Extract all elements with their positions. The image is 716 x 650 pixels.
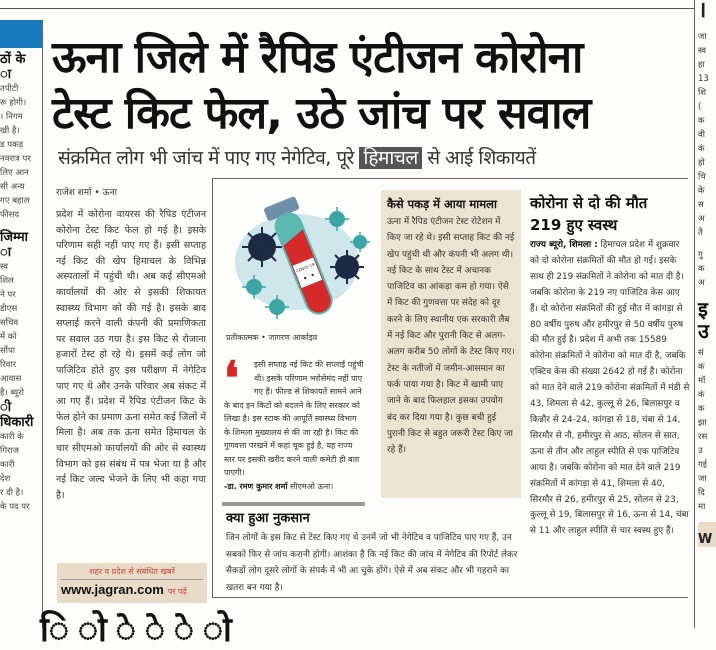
corona-story-body <box>530 238 690 540</box>
headline <box>52 30 692 142</box>
subheadline-highlight: हिमाचल <box>359 147 421 169</box>
right-text-line: स <box>698 200 704 210</box>
left-text-line: में को <box>0 332 17 342</box>
right-text-line: के <box>698 186 705 196</box>
left-text-line: स्व <box>0 262 9 272</box>
left-text-line: खी है। <box>0 126 20 136</box>
subheadline <box>58 146 536 170</box>
promo-url[interactable] <box>61 582 203 597</box>
right-text-line: मॉ <box>698 376 706 386</box>
corona-deaths-story <box>530 192 690 540</box>
left-text-line: कारी के <box>0 432 24 442</box>
right-text-line: क <box>698 404 705 414</box>
next-headline-clipped: ि ो े े े ो <box>40 610 232 650</box>
test-tube-virus-icon <box>222 192 377 332</box>
right-text-line: सं <box>698 348 704 358</box>
corona-story-title-line-2: 219 हुए स्वस्थ <box>530 216 618 234</box>
section-color-bar <box>0 20 42 48</box>
left-text-line: गए बहाल <box>0 196 30 206</box>
left-text-line: है। ब्यूरो <box>0 388 24 398</box>
right-text-line: तै <box>698 228 703 238</box>
right-text-line: दि <box>698 488 705 498</box>
left-text-line: के पद पर <box>0 502 30 512</box>
byline: राजेश शर्मा • ऊना <box>56 188 117 198</box>
left-heading-1-line-2: ा <box>0 67 12 82</box>
damage-section <box>226 510 526 596</box>
right-heading-line: उ <box>698 319 709 343</box>
left-text-line: गिराज <box>0 446 19 456</box>
right-text-line: स्व <box>698 46 707 56</box>
right-promo-glyph: W <box>698 532 716 547</box>
right-text-line: झा <box>698 418 707 428</box>
main-story-body: प्रदेश में कोरोना वायरस की रैपिड एंटीजन कोरोना टेस्ट किट फेल हो गई है। इसके परिणाम सही नहीं पाए गए हैं। इसी सप्ताह नई किट की खेप हिमाचल के विभिन्न अस्पतालों में पहुंची थी। अब कई सीएमओ कार्यालयों की ओर से इसकी शिकायत स्वास्थ्य विभाग को की गई है। इसके बाद सप्लाई करने वाली कंपनी की प्रमाणिकता पर सवाल उठ गया है। इस किट से रोजाना हजारों टेस्ट हो रहे थे। इसमें कई लोग जो पाजिटिव होते हुए इस परीक्षण में नेगेटिव पाए गए थे और उनके परिवार अब संकट में आ गए हैं। प्रदेश में रैपिड एंटीजन किट के फेल होने का प्रमाण ऊना समेत कई जिलों में मिला है। अब तक ऊना समेत हिमाचल के चार सीएमओ कार्यालयों की ओर से स्वास्थ्य विभाग को इस संबंध में पत्र भेजा या है और नई किट जल्द भेजने के लिए भी कहा गया है। <box>56 209 206 501</box>
right-text-line: हो <box>698 158 705 168</box>
right-text-line: अ <box>698 278 705 288</box>
right-text-line: क <box>698 264 705 274</box>
left-text-line: रिवार <box>0 360 17 370</box>
right-text-line: गई <box>698 460 707 470</box>
right-text-line: उ <box>698 446 703 456</box>
subheadline-text-before: संक्रमित लोग भी जांच में पाए गए नेगेटिव, पूरे <box>58 147 360 169</box>
left-text-line: कारी <box>0 460 15 470</box>
right-heading-line: इ <box>698 297 708 321</box>
right-text-line: कं <box>698 144 705 154</box>
left-text-line: नवरात्र पर <box>0 154 31 164</box>
left-text-line: सी अन्य <box>0 182 25 192</box>
left-text-line: फीसद <box>0 210 20 220</box>
right-text-line: क <box>698 116 705 126</box>
left-heading-3-line-1: ी <box>0 400 12 415</box>
left-text-line: देश <box>0 474 11 484</box>
right-text-line: शि <box>698 88 706 98</box>
covid-test-tube-illustration <box>222 192 377 332</box>
corona-story-title-line-1: कोरोना से दो की मौत <box>530 194 648 212</box>
right-text-line: गु <box>698 250 703 260</box>
right-text-line: हा <box>698 60 705 70</box>
promo-url-text: www.jagran.com <box>61 582 164 597</box>
right-text-line: रस <box>698 432 708 442</box>
left-text-line: लिए आन <box>0 168 29 178</box>
how-caught-box <box>381 190 521 498</box>
left-text-line: रू होगी। <box>0 98 27 108</box>
corona-story-dateline: राज्य ब्यूरो, शिमला : <box>530 240 598 250</box>
left-text-line: र दी है। <box>0 488 24 498</box>
left-text-line: ड पकड़ <box>0 140 24 150</box>
damage-body: जिन लोगों के इस किट से टेस्ट किए गए थे उनमें जो भी नेगेटिव व पाजिटिव पाए गए हैं, उन सबको फिर से जांच करानी होगी। आशंका है कि नई किट की जांच में नेगेटिव की रिपोर्ट लेकर सैकड़ों लोग दूसरे लोगों के संपर्क में भी आ चुके होंगे। ऐसे में अब संकट और भी गहराने का खतरा बन गया है। <box>226 533 518 593</box>
quote-author-role: सीएमओ ऊना। <box>287 481 334 491</box>
right-text-line: जा <box>698 474 707 484</box>
left-text-line: सौंपा <box>0 346 15 356</box>
left-text-line: । निगम <box>0 112 23 122</box>
right-text-line: चि <box>698 172 706 182</box>
right-text-line: ( <box>698 102 702 112</box>
how-caught-title: कैसे पकड़ में आया मामला <box>387 197 497 211</box>
right-adjacent-column <box>694 0 716 628</box>
promo-top-text: शहर व प्रदेश से संबंधित खबरें <box>61 566 203 580</box>
quote-mark-icon: ❛ <box>224 351 239 405</box>
left-heading-3-line-2: धिकारी <box>0 415 34 430</box>
how-caught-body: ऊना में रैपिड एंटीजन टेस्ट रोटेशन में किए जा रहे थे। इसी सप्ताह किट की नई खेप पहुंची थी और कंपनी भी अलग थी। नई किट के साथ टेस्ट में अचानक पाजिटिव का आंकड़ा कम हो गया। ऐसे में किट की गुणवत्ता पर संदेह को दूर करने के लिए स्थानीय एक सरकारी लैब में नई किट और पुरानी किट से अलग-अलग करीब 50 लोगों के टेस्ट किए गए। टेस्ट के नतीजों में जमीन-आसमान का फर्क पाया गया है। किट में खामी पाए जाने के बाद फिलहाल इसका उपयोग बंद कर दिया गया है। कुछ बची हुई पुरानी किट से बहुत जरूरी टेस्ट किए जा रहे हैं। <box>387 217 515 456</box>
quote-text: इसी सप्ताह नई किट की सप्लाई पहुंची थी। इसके परिणाम भरोसेमंद नहीं पाए गए हैं। फील्ड से शिकायतें सामने आने के बाद इन किटों को बदलने के लिए सरकार को लिखा है। इस स्टाक की आपूर्ति स्वास्थ्य विभाग के शिमला मुख्यालय से की जा रही है। किट की गुणवत्ता परखने में कहां चूक हुई है, यह राज्य स्तर पर इसकी खरीद करने वाली कमेटी ही बता पाएगी। <box>224 360 364 477</box>
right-text-line: वी <box>698 130 705 140</box>
left-text-line: तपीटी <box>0 84 19 94</box>
left-text-line: शिल <box>0 276 14 286</box>
quote-divider <box>222 502 365 506</box>
headline-line-1: ऊना जिले में रैपिड एंटीजन कोरोना <box>52 32 583 83</box>
quote-author: -डा. रमण कुमार शर्मा <box>224 481 288 491</box>
right-text-line: 13 <box>698 74 709 84</box>
right-top-glyph: । <box>698 0 707 23</box>
left-adjacent-column <box>0 20 43 628</box>
right-text-line: अ <box>698 214 705 224</box>
headline-line-2: टेस्ट किट फेल, उठे जांच पर सवाल <box>52 88 591 139</box>
image-caption: प्रतीकात्मक • जागरण आर्काइव <box>226 333 318 342</box>
right-text-line: कं <box>698 390 705 400</box>
subheadline-text-after: से आई शिकायतें <box>421 147 536 169</box>
left-heading-2-line-1: जिम्मा <box>0 230 29 245</box>
left-text-line: सचिव <box>0 318 19 328</box>
promo-url-suffix: पर पढ़ें <box>167 587 187 596</box>
jagran-promo-box[interactable] <box>57 563 207 603</box>
left-text-line: डीएस <box>0 304 18 314</box>
svg-text:COVID-19: COVID-19 <box>295 261 316 274</box>
pull-quote <box>224 351 364 493</box>
right-text-line: मा <box>698 502 706 512</box>
right-text-line: क <box>698 362 705 372</box>
left-text-line: आवास <box>0 374 22 384</box>
left-text-line: ने पर <box>0 290 16 300</box>
damage-title: क्या हुआ नुकसान <box>226 511 310 526</box>
left-heading-2-line-2: ा <box>0 245 12 260</box>
top-border-strip <box>0 0 695 9</box>
corona-story-text: हिमाचल प्रदेश में शुक्रवार को दो कोरोना संक्रमितों की मौत हो गई। इसके साथ ही 219 संक्रमितों ने कोरोना को मात दी है। जबकि कोरोना के 219 नए पाजिटिव केस आए हैं। दो कोरोना संक्रमितों की हुई मौत में कांगड़ा से 80 वर्षीय पुरुष और हमीरपुर से 50 वर्षीय पुरुष की मौत हुई है। प्रदेश में अभी तक 15589 कोरोना संक्रमितों ने कोरोना को मात दी है, जबकि एक्टिव केस की संख्या 2642 हो गई है। कोरोना को मात देने वाले 219 कोरोना संक्रमितों में मंडी से 43, शिमला से 42, कुल्लू से 26, बिलासपुर व किन्नौर से 24-24, कांगड़ा से 18, चंबा से 14, सिरमौर से नौ, हमीरपुर से आठ, सोलन से सात, ऊना से तीन और लाहुल स्पीति से एक पाजिटिव आया है। जबकि कोरोना को मात देने वाले 219 संक्रमितों में कांगड़ा से 41, शिमला से 40, सिरमौर से 26, हमीरपुर से 25, सोलन से 23, कुल्लू से 19, बिलासपुर से 16, ऊना से 14, चंबा से 11 और लाहुल स्पीति से चार स्वस्थ हुए हैं। <box>530 240 690 537</box>
right-text-line: जा <box>698 32 707 42</box>
left-heading-1-line-1: ठों के <box>0 52 26 67</box>
